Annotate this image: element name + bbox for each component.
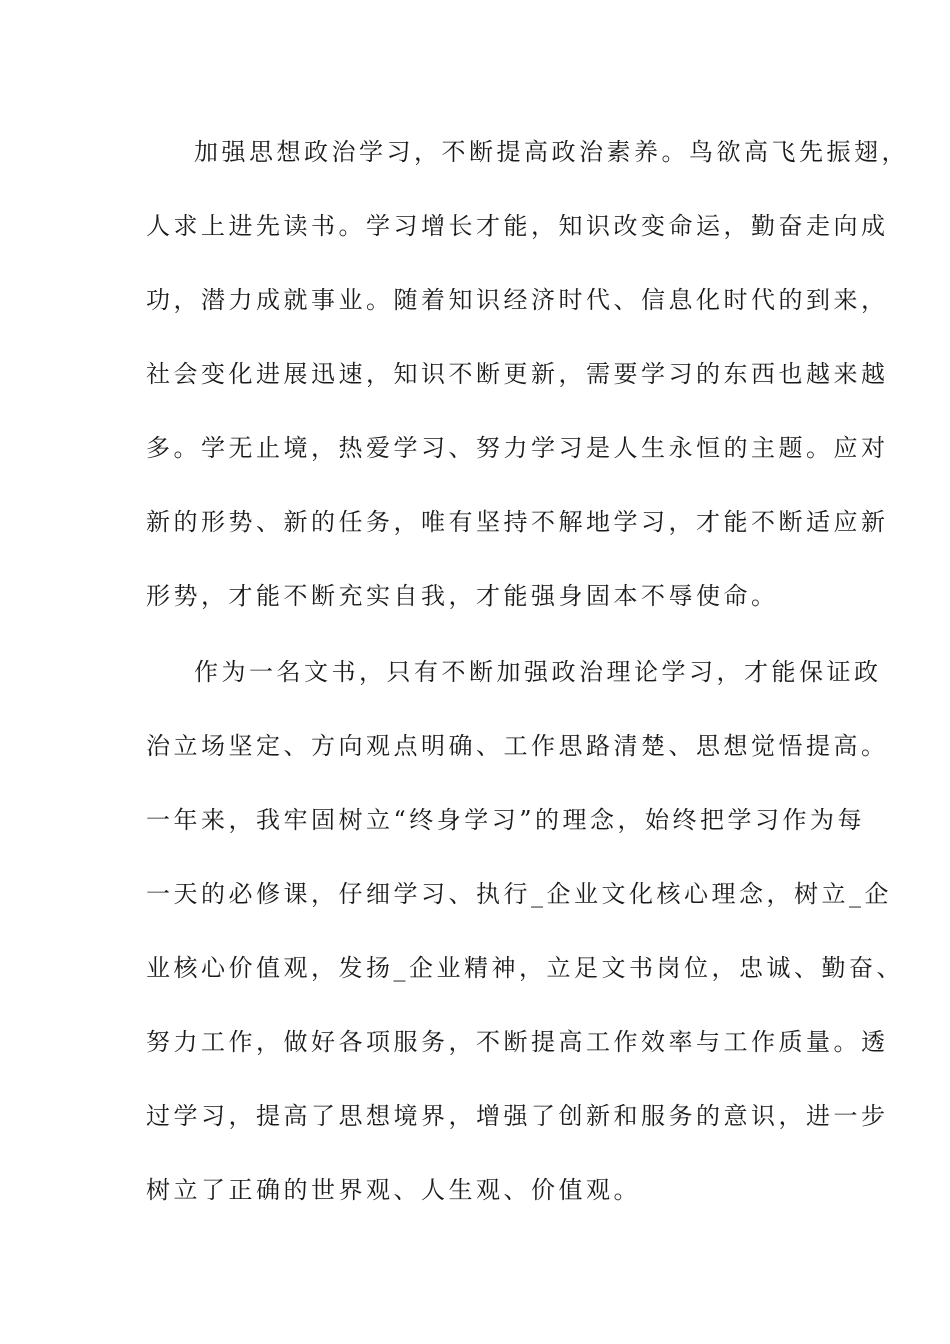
paragraph-1-line-5: 多。学无止境，热爱学习、努力学习是人生永恒的主题。应对 xyxy=(146,434,889,462)
paragraph-1-line-1: 加强思想政治学习，不断提高政治素养。鸟欲高飞先振翅， xyxy=(194,138,909,166)
paragraph-2-line-1: 作为一名文书，只有不断加强政治理论学习，才能保证政 xyxy=(194,658,882,686)
paragraph-1-line-3: 功，潜力成就事业。随着知识经济时代、信息化时代的到来， xyxy=(146,286,889,314)
paragraph-2-line-3: 一年来，我牢固树立“终身学习”的理念，始终把学习作为每 xyxy=(146,806,866,834)
paragraph-1-line-4: 社会变化进展迅速，知识不断更新，需要学习的东西也越来越 xyxy=(146,360,889,388)
paragraph-1-line-2: 人求上进先读书。学习增长才能，知识改变命运，勤奋走向成 xyxy=(146,212,889,240)
paragraph-2-line-6: 努力工作，做好各项服务，不断提高工作效率与工作质量。透 xyxy=(146,1028,889,1056)
paragraph-2-line-4: 一天的必修课，仔细学习、执行_企业文化核心理念，树立_企 xyxy=(146,880,892,908)
paragraph-2-line-2: 治立场坚定、方向观点明确、工作思路清楚、思想觉悟提高。 xyxy=(146,732,889,760)
paragraph-1-line-6: 新的形势、新的任务，唯有坚持不解地学习，才能不断适应新 xyxy=(146,508,889,536)
paragraph-2-line-8: 树立了正确的世界观、人生观、价值观。 xyxy=(146,1176,641,1204)
paragraph-1-line-7: 形势，才能不断充实自我，才能强身固本不辱使命。 xyxy=(146,582,779,610)
paragraph-2-line-5: 业核心价值观，发扬_企业精神，立足文书岗位，忠诚、勤奋、 xyxy=(146,954,904,982)
paragraph-2-line-7: 过学习，提高了思想境界，增强了创新和服务的意识，进一步 xyxy=(146,1102,889,1130)
